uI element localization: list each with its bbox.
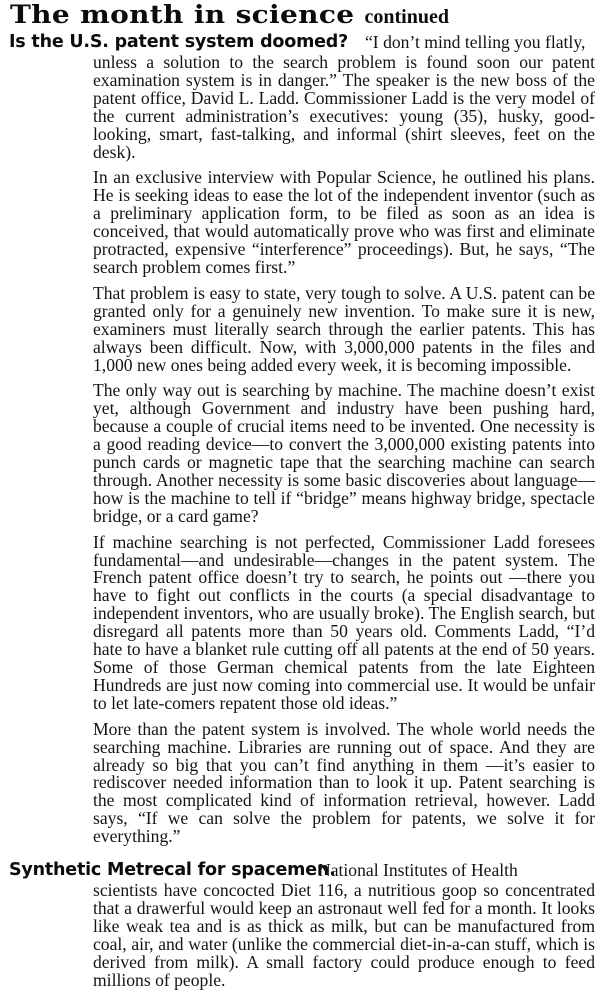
story-kicker: Is the U.S. patent system doomed? — [9, 32, 349, 52]
story-lead-text: National Institutes of Health — [318, 860, 518, 880]
story-paragraph: That problem is easy to state, very tough to solve. A U.S. patent can be granted only for a genuinely new invention. To make sure it is new, examiners must literally search through the earlier patents. This has always been difficult. Now, with 3,000,000 patents in the files and 1,000 new ones being added every week, it is becoming impossible. — [93, 282, 595, 375]
story-kicker: Synthetic Metrecal for spacemen. — [9, 860, 336, 880]
story-paragraph: If machine searching is not perfected, Commissioner Ladd foresees fundamental—and undesirable—changes in the patent system. The French patent office doesn’t try to search, he points out —there you have to fight out conflicts in the courts (a special disadvantage to independent inventors, who are usually broke). The English search, but disregard all patents more than 50 years old. Comments Ladd, “I’d hate to have a blanket rule cutting off all patents at the end of 50 years. Some of those German chemical patents from the late Eighteen Hundreds are just now coming into commercial use. It would be unfair to let late-comers repatent those old ideas.” — [93, 531, 595, 713]
story-patent-system — [0, 31, 600, 847]
story-headline-line — [0, 31, 600, 54]
story-paragraph: More than the patent system is involved. The whole world needs the searching machine. Libraries are running out of space. And they are already so big that you can’t find anything in them —it’s easier to rediscover needed information than to look it up. Patent searching is the most complicated kind of information retrieval, however. Ladd says, “If we can solve the problem for patents, we solve it for everything.” — [93, 718, 595, 847]
section-title: The month in science — [10, 0, 355, 29]
story-synthetic-metrecal — [0, 859, 600, 990]
story-lead-text: “I don’t mind telling you flatly, — [365, 32, 586, 52]
story-body — [93, 54, 595, 854]
story-paragraph: The only way out is searching by machine. The machine doesn’t exist yet, although Government and industry have been pushing hard, because a couple of crucial items need to be invented. One necessity is a good reading device—to convert the 3,000,000 existing patents into punch cards or magnetic tape that the searching machine can search through. Another necessity is some basic discoveries about language—how is the machine to tell if “bridge” means highway bridge, spectacle bridge, or a card game? — [93, 380, 595, 526]
section-continued-label: continued — [364, 6, 449, 28]
story-headline-line — [0, 859, 600, 882]
story-paragraph: In an exclusive interview with Popular Science, he outlined his plans. He is seeking ideas to ease the lot of the independent inventor (such as a preliminary application form, to be filed as soon as an idea is conceived, that would automatically prove who was first and eliminate protracted, expensive “interference” proceedings). But, he says, “The search problem comes first.” — [93, 167, 595, 277]
section-masthead — [10, 0, 449, 34]
story-body — [93, 882, 595, 997]
story-paragraph: unless a solution to the search problem is found soon our patent examination system is in danger.” The speaker is the new boss of the patent office, David L. Ladd. Commissioner Ladd is the very model of the current administration’s executives: young (35), husky, good-looking, smart, fast-talking, and informal (shirt sleeves, feet on the desk). — [93, 52, 595, 162]
story-paragraph: scientists have concocted Diet 116, a nutritious goop so concentrated that a drawerful would keep an astronaut well fed for a month. It looks like weak tea and is as thick as milk, but can be manufactured from coal, air, and water (unlike the commercial diet-in-a-can stuff, which is derived from milk). A small factory could produce enough to feed millions of people. — [93, 880, 595, 990]
